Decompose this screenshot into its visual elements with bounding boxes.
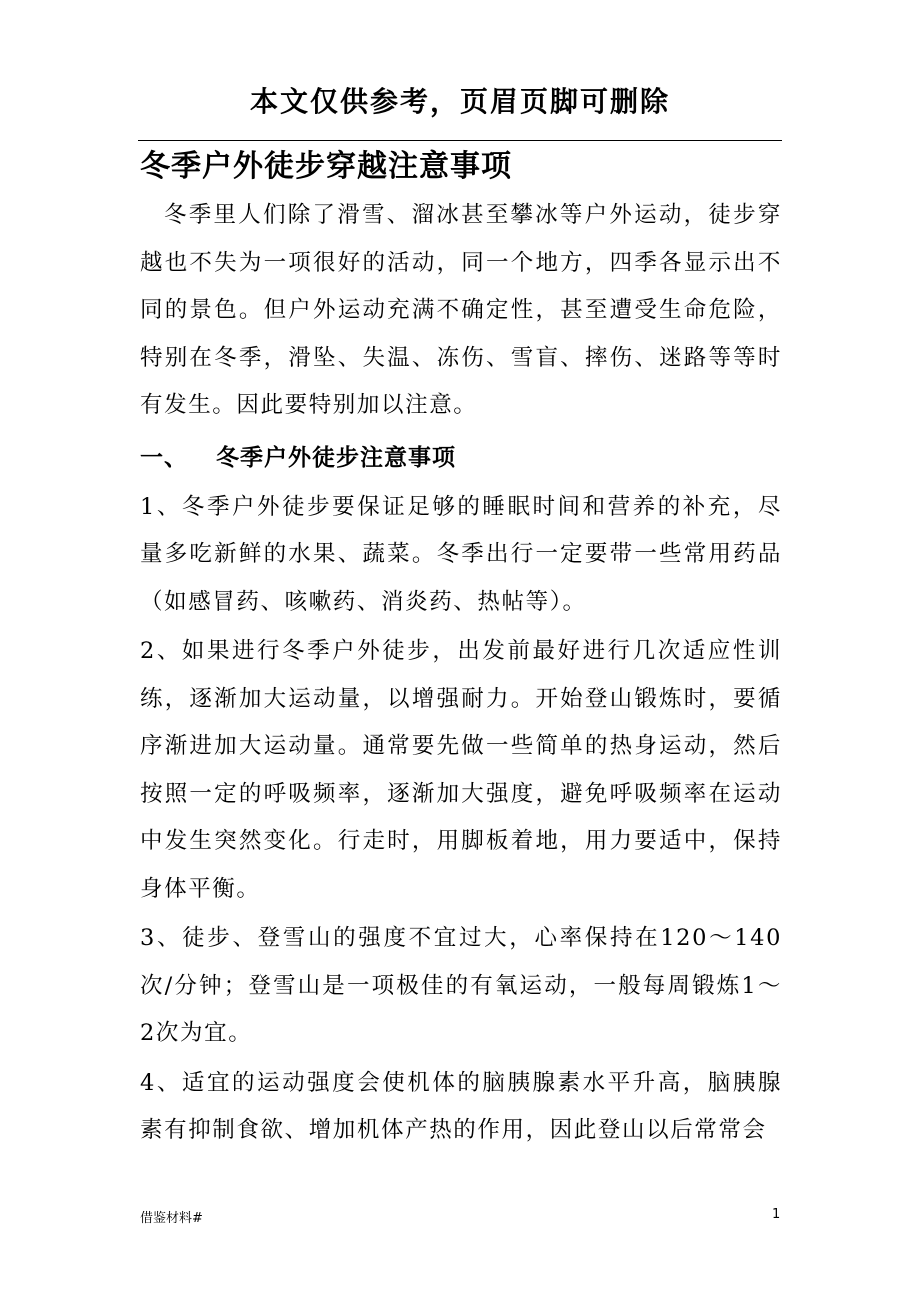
document-body [140,142,782,1155]
header-divider [138,140,782,141]
list-item-4: 4、适宜的运动强度会使机体的脑胰腺素水平升高，脑胰腺素有抑制食欲、增加机体产热的作用，因此登山以后常常会 [140,1069,782,1143]
page-header-text: 本文仅供参考，页眉页脚可删除 [249,85,670,118]
list-item-3: 3、徒步、登雪山的强度不宜过大，心率保持在120～140次/分钟；登雪山是一项极佳的有氧运动，一般每周锻炼1～2次为宜。 [140,925,782,1046]
document-title: 冬季户外徒步穿越注意事项 [140,149,512,184]
footer-note: 借鉴材料# [140,1211,203,1226]
list-item-1: 1、冬季户外徒步要保证足够的睡眠时间和营养的补充，尽量多吃新鲜的水果、蔬菜。冬季出行一定要带一些常用药品（如感冒药、咳嗽药、消炎药、热帖等）。 [140,493,782,615]
intro-paragraph: 冬季里人们除了滑雪、溜冰甚至攀冰等户外运动，徒步穿越也不失为一项很好的活动，同一个地方，四季各显示出不同的景色。但户外运动充满不确定性，甚至遭受生命危险，特别在冬季，滑坠、失温、冻伤、雪盲、摔伤、迷路等等时有发生。因此要特别加以注意。 [140,202,782,418]
section-heading [140,432,782,484]
section-title: 冬季户外徒步注意事项 [216,444,456,471]
section-number: 一、 [140,444,188,471]
page-number: 1 [772,1207,781,1222]
list-item-2: 2、如果进行冬季户外徒步，出发前最好进行几次适应性训练，逐渐加大运动量，以增强耐力。开始登山锻炼时，要循序渐进加大运动量。通常要先做一些简单的热身运动，然后按照一定的呼吸频率，逐渐加大强度，避免呼吸频率在运动中发生突然变化。行走时，用脚板着地，用力要适中，保持身体平衡。 [140,638,782,902]
